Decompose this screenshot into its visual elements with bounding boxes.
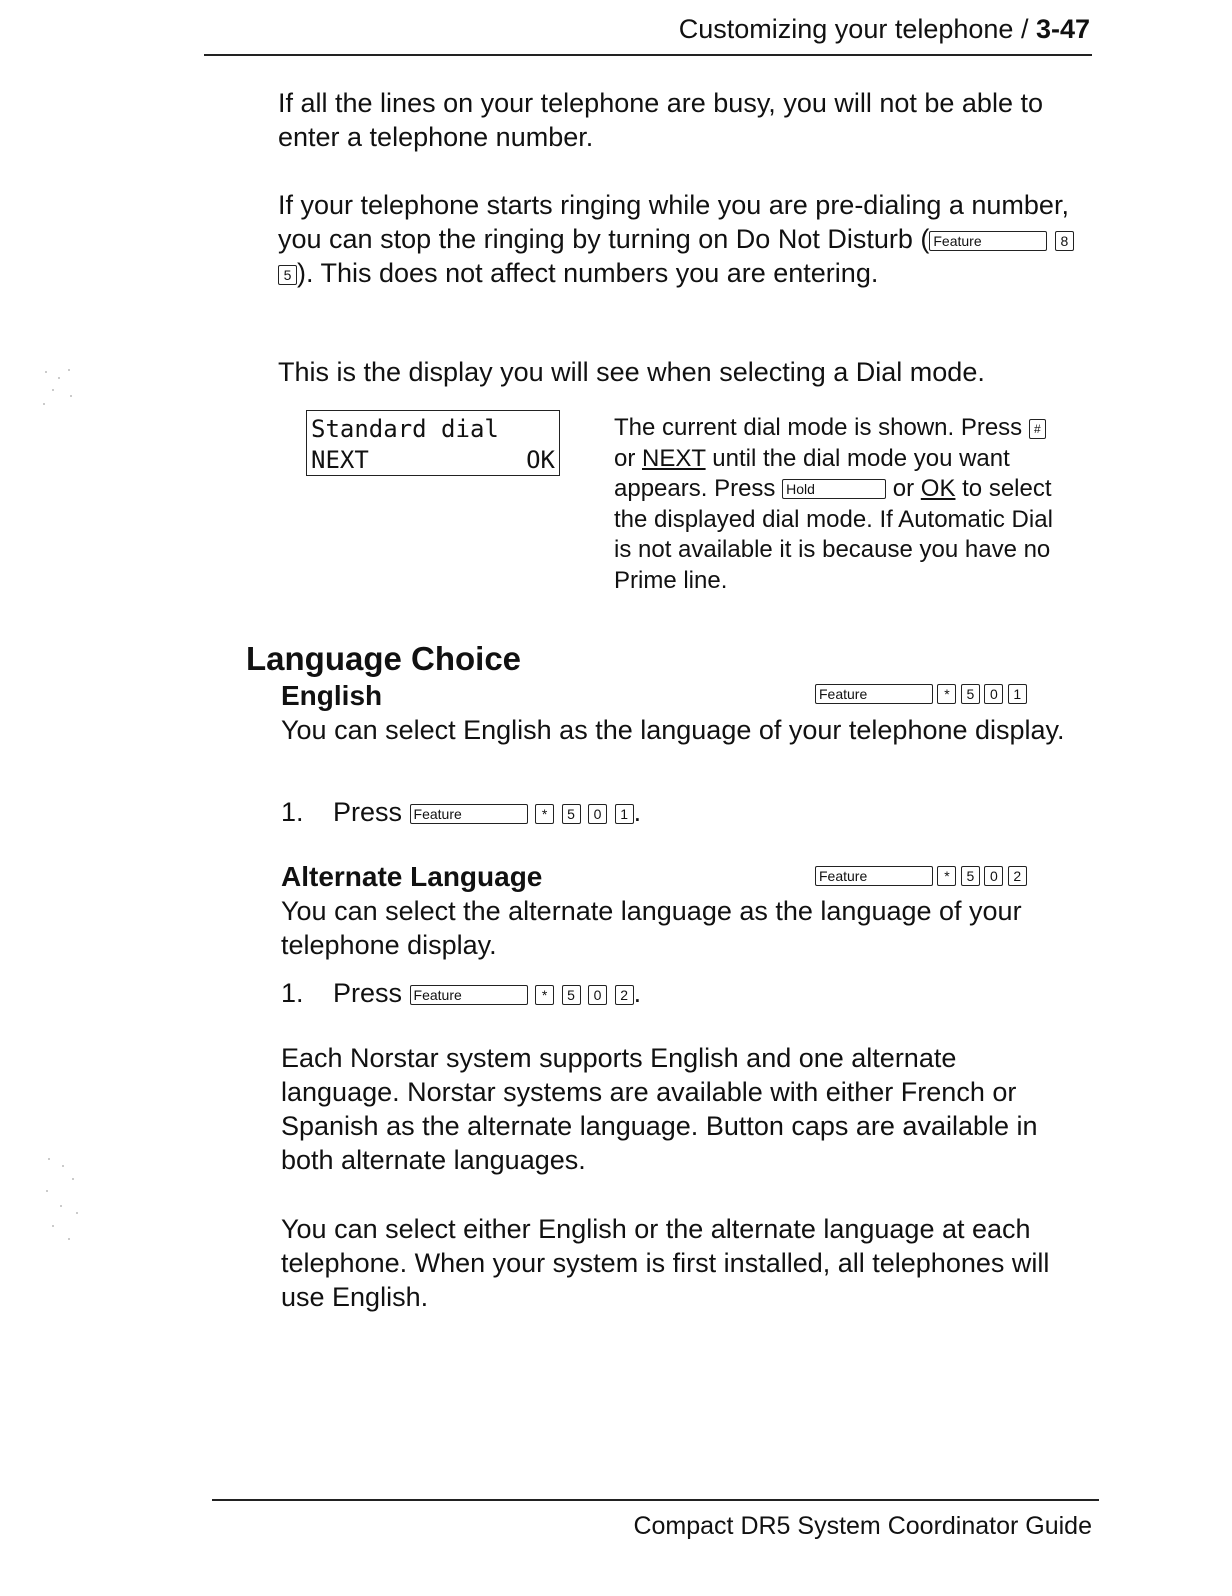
alternate-key-sequence (815, 866, 1027, 888)
display-line-1 (311, 414, 555, 445)
key-1: 1 (1008, 684, 1027, 704)
ok-softkey-label: OK (526, 446, 555, 474)
scan-speckle-bottom (40, 1150, 85, 1250)
footer-title: Compact DR5 System Coordinator Guide (633, 1512, 1092, 1540)
dnd-text-end: ). This does not affect numbers you are entering. (297, 258, 879, 288)
step-text: Press (333, 797, 410, 827)
key-2: 2 (615, 985, 634, 1005)
note-text-c: until the dial mode you want appears. Press (614, 444, 1010, 502)
key-0: 0 (984, 866, 1003, 886)
header-title: Customizing your telephone / (678, 14, 1036, 44)
ok-label: OK (920, 475, 956, 502)
display-line-2 (311, 445, 555, 476)
feature-key: Feature (815, 866, 933, 886)
hash-key: # (1029, 419, 1046, 439)
feature-key: Feature (410, 804, 528, 824)
alternate-step-1 (281, 978, 641, 1009)
next-label: NEXT (642, 444, 706, 472)
footer-rule (212, 1499, 1099, 1501)
english-heading: English (281, 680, 383, 711)
key-star: * (937, 866, 956, 886)
key-5: 5 (278, 265, 297, 285)
key-star: * (937, 684, 956, 704)
note-text-a: The current dial mode is shown. Press (614, 414, 1029, 441)
norstar-languages-paragraph: Each Norstar system supports English and one alternate language. Norstar systems are available with either French or Spanish as the alternate language. Button caps are available in both alternate languages. (281, 1043, 1038, 1175)
key-star: * (535, 985, 554, 1005)
key-8: 8 (1055, 231, 1074, 251)
key-0: 0 (984, 684, 1003, 704)
key-2: 2 (1008, 866, 1027, 886)
feature-key: Feature (929, 231, 1047, 251)
english-description: You can select English as the language of your telephone display. (281, 715, 1065, 745)
select-language-paragraph: You can select either English or the alternate language at each telephone. When your system is first installed, all telephones will use English. (281, 1214, 1050, 1312)
feature-key: Feature (815, 684, 933, 704)
key-5: 5 (562, 985, 581, 1005)
step-period: . (633, 978, 642, 1008)
telephone-display (306, 410, 560, 476)
dial-mode-intro: This is the display you will see when selecting a Dial mode. (278, 357, 985, 387)
step-period: . (633, 797, 642, 827)
running-header (520, 14, 1090, 45)
alternate-language-heading: Alternate Language (281, 861, 543, 892)
hold-key: Hold (782, 479, 886, 499)
step-text: Press (333, 978, 410, 1008)
note-text-d: or (886, 475, 921, 502)
note-text-b: or (614, 444, 643, 472)
scan-speckle-top (40, 365, 80, 415)
key-5: 5 (562, 804, 581, 824)
dnd-text-start: If your telephone starts ringing while you are pre-dialing a number, you can stop the ringing by turning on Do Not Disturb ( (278, 190, 1069, 254)
key-1: 1 (615, 804, 634, 824)
alternate-description: You can select the alternate language as the language of your telephone display. (281, 896, 1022, 960)
english-key-sequence (815, 684, 1027, 706)
key-5: 5 (961, 684, 980, 704)
next-softkey-label: NEXT (311, 446, 369, 474)
display-text: Standard dial (311, 415, 499, 443)
step-number: 1. (281, 797, 304, 827)
language-choice-heading: Language Choice (246, 640, 522, 677)
key-star: * (535, 804, 554, 824)
feature-key: Feature (410, 985, 528, 1005)
english-step-1 (281, 797, 641, 828)
key-0: 0 (588, 804, 607, 824)
note-text-e: to select the displayed dial mode. If Automatic Dial is not available it is because you have no Prime line. (614, 475, 1053, 594)
do-not-disturb-paragraph (278, 188, 1078, 290)
key-0: 0 (588, 985, 607, 1005)
step-number: 1. (281, 978, 304, 1008)
key-5: 5 (961, 866, 980, 886)
page-number: 3-47 (1035, 14, 1090, 44)
header-rule (204, 54, 1092, 56)
dial-mode-note (614, 413, 1054, 596)
busy-lines-paragraph: If all the lines on your telephone are busy, you will not be able to enter a telephone number. (278, 88, 1043, 152)
